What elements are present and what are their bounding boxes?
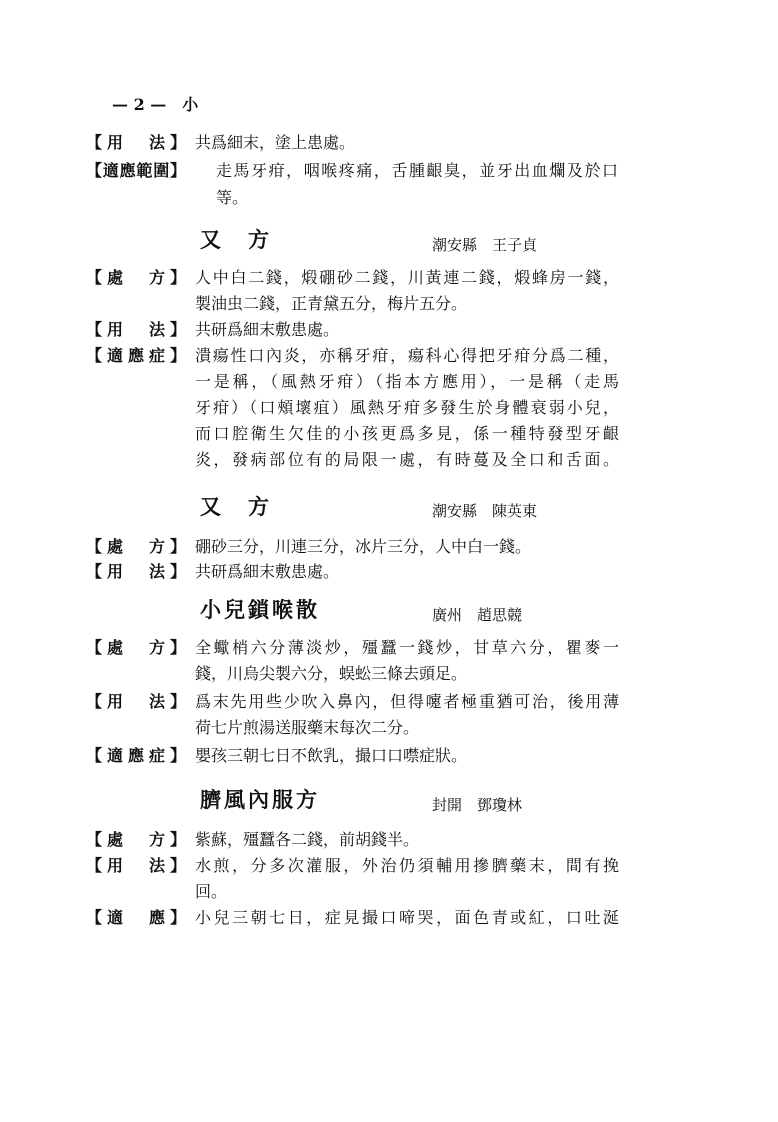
prescription-label: 【處 方】	[86, 830, 186, 849]
usage-text: 爲末先用些少吹入鼻內，但得嚔者極重猶可治，後用薄	[195, 692, 619, 711]
usage-text: 共研爲細末敷患處。	[195, 562, 340, 581]
indication-label: 【適應症】	[86, 346, 186, 365]
recipe-author: 潮安縣 陳英東	[432, 502, 538, 520]
prescription-text: 錢，川烏尖製六分，蜈蚣三條去頭足。	[195, 664, 468, 683]
prescription-text: 製油虫二錢，正青黛五分，梅片五分。	[195, 294, 468, 313]
usage-text: 水煎，分多次灌服，外治仍須輔用摻臍藥末，間有挽	[195, 856, 619, 875]
usage-label: 【用 法】	[86, 856, 186, 875]
usage-label: 【用 法】	[86, 692, 186, 711]
recipe-title: 臍風內服方	[200, 787, 320, 812]
scope-label: 【適應範圍】	[86, 161, 186, 180]
indication-text: 潰瘍性口內炎，亦稱牙疳，瘍科心得把牙疳分爲二種，	[195, 346, 619, 365]
prescription-label: 【處 方】	[86, 537, 186, 556]
usage-text: 回。	[195, 882, 228, 901]
usage-text: 共研爲細末敷患處。	[195, 320, 340, 339]
prescription-text: 人中白二錢，煅硼砂二錢，川黃連二錢，煅蜂房一錢，	[195, 268, 619, 287]
scope-text: 等。	[216, 188, 249, 207]
indication-label: 【適 應】	[86, 908, 186, 927]
indication-text: 一是稱，（風熱牙疳）（指本方應用），一是稱（走馬	[195, 372, 619, 391]
recipe-author: 廣州 趙思競	[432, 606, 523, 624]
recipe-title: 又 方	[200, 227, 272, 252]
prescription-label: 【處 方】	[86, 268, 186, 287]
usage-label: 【用 法】	[86, 133, 186, 152]
recipe-title: 小兒鎖喉散	[200, 597, 320, 622]
usage-text: 荷七片煎湯送服藥末每次二分。	[195, 718, 420, 737]
prescription-text: 紫蘇，殭蠶各二錢，前胡錢半。	[195, 830, 420, 849]
usage-text: 共爲細末，塗上患處。	[195, 133, 356, 152]
scope-text: 走馬牙疳，咽喉疼痛，舌腫齦臭，並牙出血爛及於口	[216, 161, 618, 180]
page-number: — 2 —	[112, 95, 167, 114]
recipe-author: 潮安縣 王子貞	[432, 236, 538, 254]
indication-text: 嬰孩三朝七日不飲乳，撮口口噤症狀。	[195, 746, 468, 765]
recipe-author: 封開 鄧瓊林	[432, 796, 523, 814]
indication-text: 炎，發病部位有的局限一處，有時蔓及全口和舌面。	[195, 450, 619, 469]
indication-label: 【適應症】	[86, 746, 186, 765]
indication-text: 小兒三朝七日，症見撮口啼哭，面色青或紅，口吐涎	[195, 908, 619, 927]
usage-label: 【用 法】	[86, 562, 186, 581]
indication-text: 牙疳）（口頰壞疽）風熱牙疳多發生於身體衰弱小兒，	[195, 398, 619, 417]
recipe-title: 又 方	[200, 494, 272, 519]
prescription-label: 【處 方】	[86, 638, 186, 657]
prescription-text: 全蠍梢六分薄淡炒，殭蠶一錢炒，甘草六分，瞿麥一	[195, 638, 619, 657]
indication-text: 而口腔衛生欠佳的小孩更爲多見，係一種特發型牙齦	[195, 424, 619, 443]
prescription-text: 硼砂三分，川連三分，冰片三分，人中白一錢。	[195, 537, 532, 556]
usage-label: 【用 法】	[86, 320, 186, 339]
page-header	[112, 92, 198, 115]
section-name: 小	[182, 95, 199, 114]
